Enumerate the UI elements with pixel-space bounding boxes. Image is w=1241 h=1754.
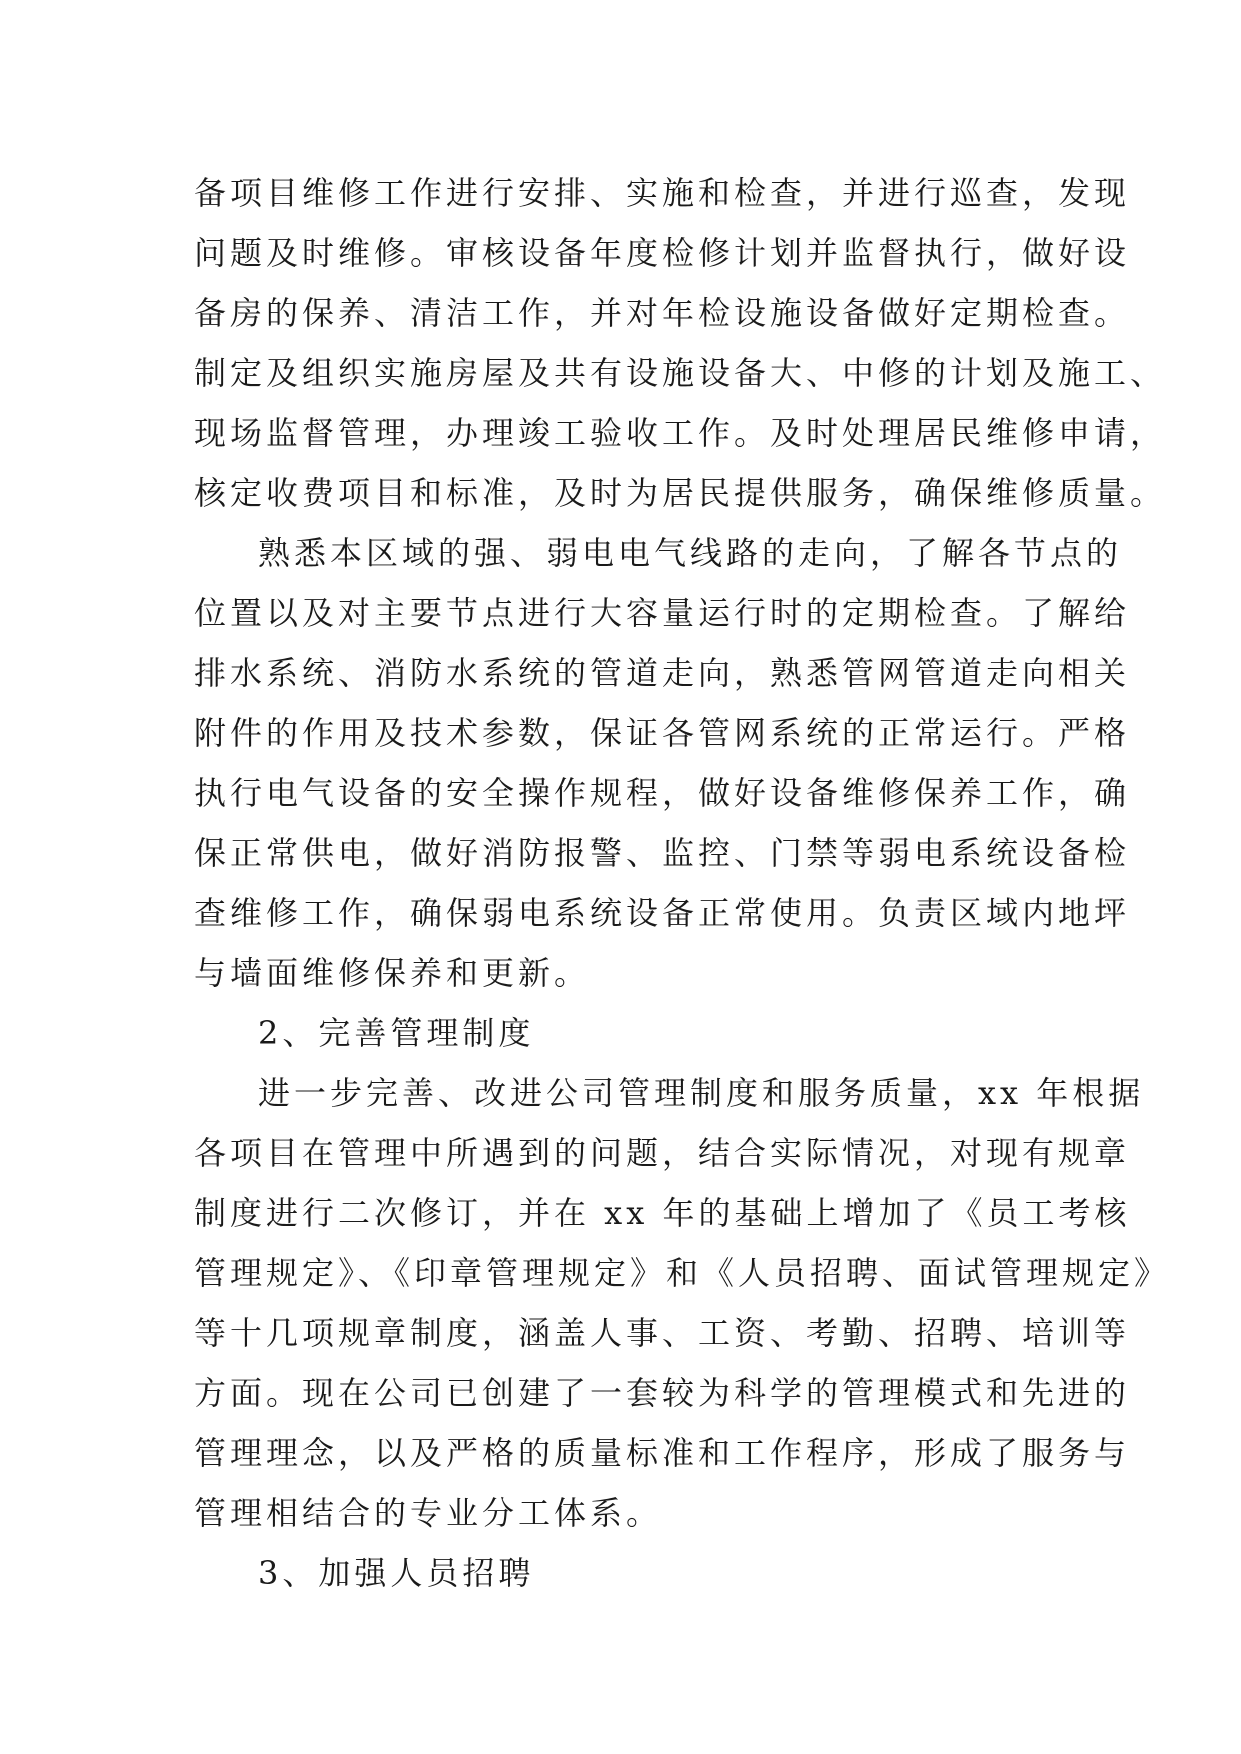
text-line: 等十几项规章制度，涵盖人事、工资、考勤、招聘、培训等 bbox=[194, 1314, 1131, 1352]
text-line: 附件的作用及技术参数，保证各管网系统的正常运行。严格 bbox=[194, 714, 1131, 752]
text-line: 位置以及对主要节点进行大容量运行时的定期检查。了解给 bbox=[194, 594, 1131, 632]
text-line: 管理规定》、《印章管理规定》和《人员招聘、面试管理规定》 bbox=[194, 1254, 1171, 1292]
text-line: 现场监督管理，办理竣工验收工作。及时处理居民维修申请， bbox=[194, 414, 1167, 452]
text-line: 与墙面维修保养和更新。 bbox=[194, 954, 591, 992]
text-line: 排水系统、消防水系统的管道走向，熟悉管网管道走向相关 bbox=[194, 654, 1131, 692]
text-line: 查维修工作，确保弱电系统设备正常使用。负责区域内地坪 bbox=[194, 894, 1131, 932]
text-line: 问题及时维修。审核设备年度检修计划并监督执行，做好设 bbox=[194, 234, 1131, 272]
section-heading-management-system bbox=[194, 1003, 1054, 1063]
text-line: 制定及组织实施房屋及共有设施设备大、中修的计划及施工、 bbox=[194, 354, 1167, 392]
section-heading: 2、完善管理制度 bbox=[258, 1014, 535, 1052]
document-body bbox=[194, 163, 1171, 1603]
section-heading: 3、加强人员招聘 bbox=[258, 1554, 535, 1592]
text-line: 进一步完善、改进公司管理制度和服务质量，xx 年根据 bbox=[258, 1074, 1145, 1112]
text-line: 管理理念，以及严格的质量标准和工作程序，形成了服务与 bbox=[194, 1434, 1131, 1472]
text-line: 备项目维修工作进行安排、实施和检查，并进行巡查，发现 bbox=[194, 174, 1131, 212]
paragraph-electrical-systems bbox=[194, 523, 1131, 1003]
text-line: 熟悉本区域的强、弱电电气线路的走向，了解各节点的 bbox=[258, 534, 1123, 572]
text-line: 备房的保养、清洁工作，并对年检设施设备做好定期检查。 bbox=[194, 294, 1131, 332]
text-line: 保正常供电，做好消防报警、监控、门禁等弱电系统设备检 bbox=[194, 834, 1131, 872]
text-line: 各项目在管理中所遇到的问题，结合实际情况，对现有规章 bbox=[194, 1134, 1131, 1172]
text-line: 管理相结合的专业分工体系。 bbox=[194, 1494, 663, 1532]
text-line: 执行电气设备的安全操作规程，做好设备维修保养工作，确 bbox=[194, 774, 1131, 812]
text-line: 方面。现在公司已创建了一套较为科学的管理模式和先进的 bbox=[194, 1374, 1131, 1412]
text-line: 制度进行二次修订，并在 xx 年的基础上增加了《员工考核 bbox=[194, 1194, 1131, 1232]
paragraph-equipment-maintenance bbox=[194, 163, 1167, 523]
section-heading-recruitment bbox=[194, 1543, 1054, 1603]
paragraph-management-system bbox=[194, 1063, 1171, 1543]
text-line: 核定收费项目和标准，及时为居民提供服务，确保维修质量。 bbox=[194, 474, 1167, 512]
